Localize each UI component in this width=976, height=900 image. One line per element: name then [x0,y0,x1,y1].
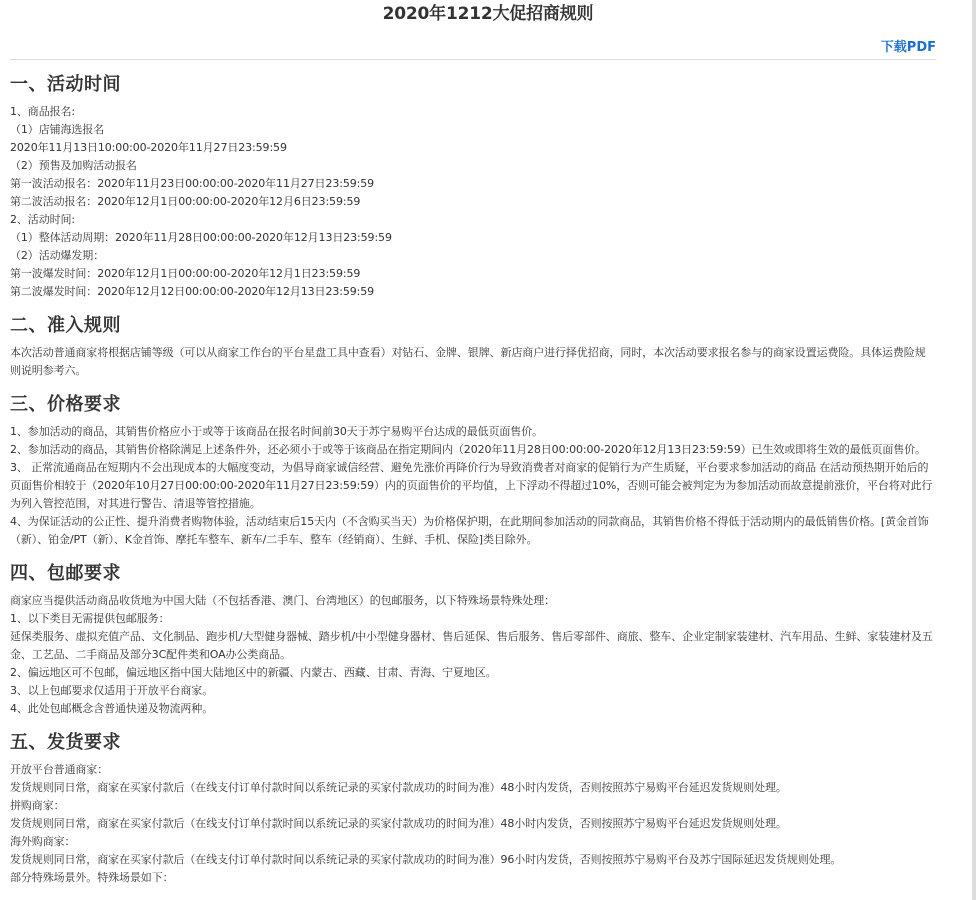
section-price-requirements [10,394,936,549]
section-heading: 五、发货要求 [10,732,121,753]
section-line: （2）预售及加购活动报名 [10,159,137,172]
scrollbar-edge [972,0,976,900]
section-line: 发货规则同日常，商家在买家付款后（在线支付订单付款时间以系统记录的买家付款成功的时间为准）48小时内发货，否则按照苏宁易购平台延迟发货规则处理。 [10,781,787,794]
section-delivery-requirements [10,732,936,887]
section-line: 1、以下类目无需提供包邮服务： [10,612,170,625]
section-heading: 一、活动时间 [10,74,121,95]
section-line: 4、此处包邮概念含普通快递及物流两种。 [10,702,214,715]
section-line: 1、商品报名: [10,105,76,118]
section-heading: 三、价格要求 [10,394,121,415]
section-line: 2、偏远地区可不包邮，偏远地区指中国大陆地区中的新疆、内蒙古、西藏、甘肃、青海、宁夏地区。 [10,666,497,679]
section-line: 第一波爆发时间：2020年12月1日00:00:00-2020年12月1日23:59:59 [10,267,361,280]
section-line: 海外购商家： [10,835,76,848]
section-line: 第二波活动报名：2020年12月1日00:00:00-2020年12月6日23:59:59 [10,195,361,208]
download-row [0,36,936,54]
section-line: 3、以上包邮要求仅适用于开放平台商家。 [10,684,214,697]
section-line: 第二波爆发时间：2020年12月12日00:00:00-2020年12月13日23:59:59 [10,285,375,298]
section-line: 2020年11月13日10:00:00-2020年11月27日23:59:59 [10,141,287,154]
section-line: 本次活动普通商家将根据店铺等级（可以从商家工作台的平台星盘工具中查看）对钻石、金牌、银牌、新店商户进行择优招商，同时，本次活动要求报名参与的商家设置运费险。具体运费险规则说明参考六。 [10,346,926,377]
section-admission-rules [10,315,936,380]
section-line: 1、参加活动的商品，其销售价格应小于或等于该商品在报名时间前30天于苏宁易购平台达成的最低页面售价。 [10,425,543,438]
section-line: 2、参加活动的商品，其销售价格除满足上述条件外，还必须小于或等于该商品在指定期间内（2020年11月28日00:00:00-2020年12月13日23:59:59）已生效或即将生效的最低页面售价。 [10,443,926,456]
section-line: （2）活动爆发期： [10,249,105,262]
section-activity-time [10,74,936,301]
section-line: 发货规则同日常，商家在买家付款后（在线支付订单付款时间以系统记录的买家付款成功的时间为准）48小时内发货，否则按照苏宁易购平台延迟发货规则处理。 [10,817,787,830]
section-line: 第一波活动报名：2020年11月23日00:00:00-2020年11月27日23:59:59 [10,177,375,190]
section-line: 4、为保证活动的公正性、提升消费者购物体验，活动结束后15天内（不含购买当天）为价格保护期，在此期间参加活动的同款商品，其销售价格不得低于活动期内的最低销售价格。[黄金首饰（新）、铂金/PT（新）、K金首饰、摩托车整车、新车/二手车、整车（经销商）、生鲜、手机、保险]类目除外。 [10,515,929,546]
section-line: 2、活动时间: [10,213,76,226]
section-line: 商家应当提供活动商品收货地为中国大陆（不包括香港、澳门、台湾地区）的包邮服务，以下特殊场景特殊处理： [10,594,555,607]
section-line: 开放平台普通商家： [10,763,109,776]
section-heading: 四、包邮要求 [10,563,121,584]
section-line: 3、 正常流通商品在短期内不会出现成本的大幅度变动，为倡导商家诚信经营、避免先涨价再降价行为导致消费者对商家的促销行为产生质疑，平台要求参加活动的商品 在活动预热期开始后的页面售价相较于（2020年10月27日00:00:00-2020年11月27日23:59:59）内的页面售价的平均值，上下浮动不得超过10%，否则可能会被判定为为参加活动而故意提前涨价，平台将对此行为列入管控范围，对其进行警告、清退等管控措施。 [10,461,933,510]
page-title: 2020年1212大促招商规则 [382,4,594,24]
section-line: 拼购商家： [10,799,65,812]
document-body [0,74,936,887]
section-line: 部分特殊场景外。特殊场景如下： [10,871,174,884]
download-pdf-link[interactable]: 下载PDF [880,40,936,55]
section-line: 发货规则同日常，商家在买家付款后（在线支付订单付款时间以系统记录的买家付款成功的时间为准）96小时内发货，否则按照苏宁易购平台及苏宁国际延迟发货规则处理。 [10,853,842,866]
section-line: （1）店铺海选报名 [10,123,105,136]
section-heading: 二、准入规则 [10,315,121,336]
section-line: 延保类服务、虚拟充值产品、文化制品、跑步机/大型健身器械、踏步机/中小型健身器材、售后延保、售后服务、售后零部件、商旅、整车、企业定制家装建材、汽车用品、生鲜、家装建材及五金、工艺品、二手商品及部分3C配件类和OA办公类商品。 [10,630,933,661]
title-divider [10,59,936,60]
section-line: （1）整体活动周期：2020年11月28日00:00:00-2020年12月13日23:59:59 [10,231,392,244]
section-shipping-free [10,563,936,718]
